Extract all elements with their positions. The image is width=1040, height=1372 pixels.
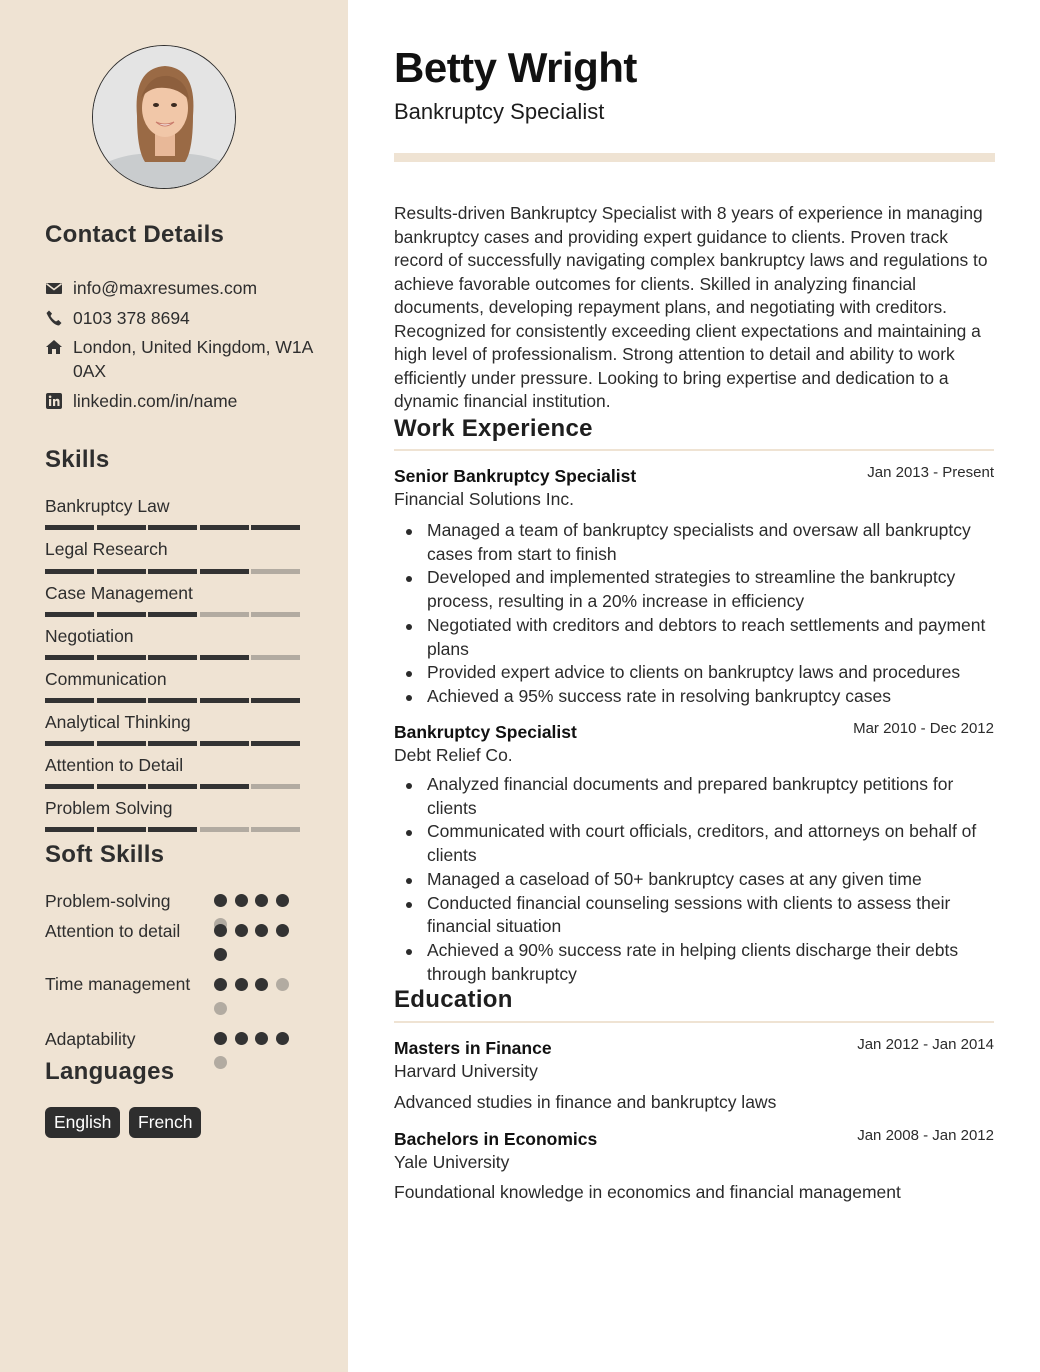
skill-level-segment (200, 827, 249, 832)
skill-level-bar (45, 612, 301, 617)
skill-level-segment (251, 698, 300, 703)
skill-level-bar (45, 655, 301, 660)
rating-dot (214, 978, 227, 991)
soft-skill-name: Adaptability (45, 1029, 136, 1049)
skill-level-bar (45, 741, 301, 746)
rating-dot (235, 1032, 248, 1045)
rating-dot (255, 924, 268, 937)
skill-name: Bankruptcy Law (45, 496, 170, 516)
candidate-name: Betty Wright (394, 44, 637, 91)
language-tag: English (45, 1107, 120, 1138)
header-divider (394, 153, 995, 162)
education-description: Advanced studies in finance and bankruptcy laws (394, 1092, 777, 1112)
school-name: Harvard University (394, 1061, 538, 1081)
skill-level-segment (45, 827, 94, 832)
linkedin-icon (45, 392, 63, 410)
skill-level-segment (251, 612, 300, 617)
language-tag: French (129, 1107, 201, 1138)
skill-level-segment (97, 741, 146, 746)
list-item: Analyzed financial documents and prepared bankruptcy petitions for clients (394, 773, 994, 820)
skill-name: Communication (45, 669, 167, 689)
skill-level-segment (200, 612, 249, 617)
list-item: Achieved a 95% success rate in resolving bankruptcy cases (394, 685, 994, 709)
portrait-illustration (93, 46, 236, 189)
job-responsibilities (394, 773, 994, 986)
list-item: Achieved a 90% success rate in helping clients discharge their debts through bankruptcy (394, 939, 994, 986)
list-item: Negotiated with creditors and debtors to reach settlements and payment plans (394, 614, 994, 661)
skill-level-segment (148, 827, 197, 832)
rating-dot (214, 1032, 227, 1045)
skill-level-segment (97, 612, 146, 617)
skill-level-segment (148, 612, 197, 617)
list-item: Managed a caseload of 50+ bankruptcy cases at any given time (394, 868, 994, 892)
rating-dot (276, 978, 289, 991)
skill-level-segment (45, 655, 94, 660)
section-divider (394, 1021, 994, 1023)
profile-photo (92, 45, 236, 189)
profile-summary: Results-driven Bankruptcy Specialist with 8 years of experience in managing bankruptcy cases and providing expert guidance to clients. Proven track record of successfully navigating complex bankruptcy laws and regulations to achieve favorable outcomes for clients. Skilled in analyzing financial documents, developing repayment plans, and negotiating with creditors. Recognized for consistently exceeding client expectations and maintaining a high level of professionalism. Strong attention to detail and ability to work efficiently under pressure. Looking to bring expertise and dedication to a dynamic financial institution. (394, 203, 988, 411)
job-dates: Jan 2013 - Present (867, 464, 994, 481)
rating-dot (214, 1056, 227, 1069)
skills-heading: Skills (45, 446, 110, 473)
skill-level-segment (200, 655, 249, 660)
skill-level-segment (148, 698, 197, 703)
rating-dot (214, 948, 227, 961)
skill-level-bar (45, 525, 301, 530)
contact-phone-text: 0103 378 8694 (73, 308, 190, 328)
skill-level-segment (45, 741, 94, 746)
work-experience-heading: Work Experience (394, 415, 593, 442)
job-company: Debt Relief Co. (394, 745, 513, 765)
sidebar (0, 0, 348, 1372)
rating-dot (235, 894, 248, 907)
skill-level-segment (148, 784, 197, 789)
list-item: Communicated with court officials, creditors, and attorneys on behalf of clients (394, 820, 994, 867)
phone-icon (45, 309, 63, 327)
skill-level-segment (148, 525, 197, 530)
rating-dot (214, 894, 227, 907)
candidate-role: Bankruptcy Specialist (394, 99, 605, 124)
job-title: Senior Bankruptcy Specialist (394, 466, 637, 486)
skill-level-segment (200, 784, 249, 789)
rating-dot (235, 924, 248, 937)
list-item: Developed and implemented strategies to streamline the bankruptcy process, resulting in a 20% increase in efficiency (394, 566, 994, 613)
skill-level-segment (97, 698, 146, 703)
list-item: Conducted financial counseling sessions with clients to assess their financial situation (394, 892, 994, 939)
rating-dot (255, 894, 268, 907)
skill-level-segment (148, 655, 197, 660)
skill-level-segment (251, 827, 300, 832)
skill-level-segment (200, 741, 249, 746)
job-title: Bankruptcy Specialist (394, 722, 577, 742)
skill-level-segment (251, 784, 300, 789)
soft-skill-name: Attention to detail (45, 921, 181, 941)
soft-skill-name: Time management (45, 974, 191, 994)
skill-level-segment (45, 698, 94, 703)
skill-level-segment (45, 525, 94, 530)
skill-name: Negotiation (45, 626, 134, 646)
soft-skill-dots (214, 1032, 294, 1046)
education-heading: Education (394, 986, 513, 1013)
skill-level-segment (148, 741, 197, 746)
list-item: Managed a team of bankruptcy specialists and oversaw all bankruptcy cases from start to finish (394, 519, 994, 566)
skill-name: Case Management (45, 583, 193, 603)
contact-linkedin-text: linkedin.com/in/name (73, 391, 238, 411)
rating-dot (276, 894, 289, 907)
rating-dot (214, 1002, 227, 1015)
skill-level-bar (45, 569, 301, 574)
rating-dot (255, 1032, 268, 1045)
education-dates: Jan 2012 - Jan 2014 (857, 1036, 994, 1053)
skill-level-segment (251, 655, 300, 660)
job-company: Financial Solutions Inc. (394, 489, 574, 509)
envelope-icon (45, 279, 63, 297)
degree-title: Masters in Finance (394, 1038, 552, 1058)
contact-address-text: London, United Kingdom, W1A 0AX (73, 337, 313, 381)
skill-level-segment (45, 612, 94, 617)
skill-level-segment (148, 569, 197, 574)
skill-level-segment (45, 569, 94, 574)
skill-level-segment (251, 741, 300, 746)
education-description: Foundational knowledge in economics and financial management (394, 1182, 901, 1202)
soft-skill-dots (214, 978, 294, 992)
contact-email-text: info@maxresumes.com (73, 278, 258, 298)
skill-name: Attention to Detail (45, 755, 184, 775)
job-responsibilities (394, 519, 994, 709)
soft-skills-heading: Soft Skills (45, 841, 165, 868)
rating-dot (276, 1032, 289, 1045)
soft-skill-dots (214, 894, 294, 908)
skill-level-bar (45, 827, 301, 832)
skill-level-bar (45, 698, 301, 703)
skill-level-segment (97, 525, 146, 530)
skill-name: Legal Research (45, 539, 168, 559)
skill-level-segment (200, 525, 249, 530)
soft-skill-name: Problem-solving (45, 891, 171, 911)
skill-level-segment (97, 569, 146, 574)
rating-dot (276, 924, 289, 937)
skill-level-segment (45, 784, 94, 789)
skill-level-segment (97, 655, 146, 660)
home-icon (45, 338, 63, 356)
skill-level-segment (200, 698, 249, 703)
job-dates: Mar 2010 - Dec 2012 (853, 720, 994, 737)
section-divider (394, 449, 994, 451)
list-item: Provided expert advice to clients on bankruptcy laws and procedures (394, 661, 994, 685)
skill-level-segment (97, 784, 146, 789)
skill-level-segment (200, 569, 249, 574)
school-name: Yale University (394, 1152, 510, 1172)
rating-dot (235, 978, 248, 991)
skill-level-segment (251, 569, 300, 574)
skill-name: Problem Solving (45, 798, 173, 818)
languages-heading: Languages (45, 1058, 175, 1085)
degree-title: Bachelors in Economics (394, 1129, 598, 1149)
soft-skill-dots (214, 924, 294, 938)
rating-dot (214, 924, 227, 937)
education-dates: Jan 2008 - Jan 2012 (857, 1127, 994, 1144)
skill-level-segment (251, 525, 300, 530)
skill-level-segment (97, 827, 146, 832)
skill-level-bar (45, 784, 301, 789)
contact-heading: Contact Details (45, 221, 225, 248)
skill-name: Analytical Thinking (45, 712, 191, 732)
rating-dot (255, 978, 268, 991)
